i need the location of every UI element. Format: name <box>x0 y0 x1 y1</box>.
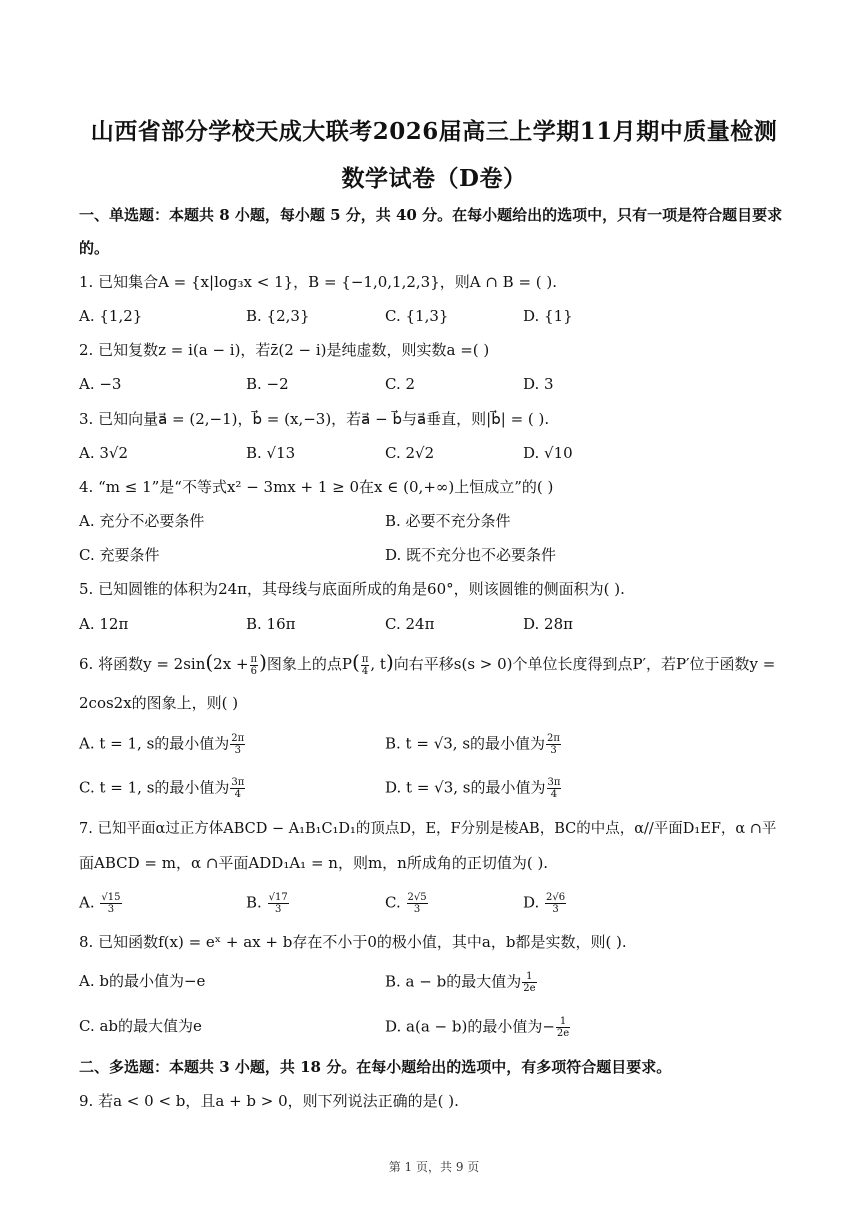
q7-option-d: D. $\frac{2√6}{3}$ <box>523 892 566 915</box>
q3-option-c: C. 2√2 <box>385 444 435 462</box>
q4-option-d: D. 既不充分也不必要条件 <box>385 546 557 564</box>
q3-option-d: D. √10 <box>523 444 573 462</box>
question-1: 1. 已知集合A = {x|log₃x < 1}，B = {−1,0,1,2,3}，则A ∩ B = ( ). <box>79 273 558 291</box>
question-7: 7. 已知平面α过正方体ABCD − A₁B₁C₁D₁的顶点D，E，F分别是棱AB，BC的中点，α//平面D₁EF，α ∩平 <box>79 821 777 837</box>
question-7-cont: 面ABCD = m，α ∩平面ADD₁A₁ = n，则m，n所成角的正切值为( ). <box>79 854 549 872</box>
q7-option-a: A. $\frac{√15}{3}$ <box>79 892 121 915</box>
q6-option-d: D. t = √3, s的最小值为 $\frac{3\pi}{4}$ <box>385 777 561 800</box>
q2-option-c: C. 2 <box>385 375 416 393</box>
q7-option-b: B. $\frac{√17}{3}$ <box>246 892 288 915</box>
question-8: 8. 已知函数f(x) = eˣ + ax + b存在不小于0的极小值，其中a，b都是实数，则( ). <box>79 933 627 951</box>
q8-option-a: A. b的最小值为−e <box>79 972 206 990</box>
q1-option-d: D. {1} <box>523 307 573 325</box>
q4-option-c: C. 充要条件 <box>79 546 160 564</box>
section-2-heading: 二、多选题：本题共 3 小题，共 18 分。在每小题给出的选项中，有多项符合题目要求。 <box>79 1058 672 1076</box>
question-5: 5. 已知圆锥的体积为24π，其母线与底面所成的角是60°，则该圆锥的侧面积为( ). <box>79 580 625 598</box>
question-6-cont: 2cos2x的图象上，则( ) <box>79 694 239 712</box>
q5-option-b: B. 16π <box>246 615 296 633</box>
q7-option-c: C. $\frac{2√5}{3}$ <box>385 892 427 915</box>
q5-option-d: D. 28π <box>523 615 573 633</box>
q5-option-a: A. 12π <box>79 615 129 633</box>
question-3: 3. 已知向量a⃗ = (2,−1)，b⃗ = (x,−3)，若a⃗ − b⃗与a⃗垂直，则|b⃗| = ( ). <box>79 410 550 428</box>
q2-option-b: B. −2 <box>246 375 289 393</box>
q2-option-a: A. −3 <box>79 375 122 393</box>
page-footer: 第 1 页，共 9 页 <box>388 1160 480 1174</box>
q6-option-b: B. t = √3, s的最小值为 $\frac{2\pi}{3}$ <box>385 733 560 756</box>
q4-option-b: B. 必要不充分条件 <box>385 512 511 530</box>
q6-option-c: C. t = 1, s的最小值为 $\frac{3\pi}{4}$ <box>79 777 245 800</box>
q6-text-d: , t <box>370 655 386 673</box>
question-9: 9. 若a < 0 < b，且a + b > 0，则下列说法正确的是( ). <box>79 1092 459 1110</box>
section-1-heading: 一、单选题：本题共 8 小题，每小题 5 分，共 40 分。在每小题给出的选项中，只有一项是符合题目要求 <box>79 206 783 224</box>
q5-option-c: C. 24π <box>385 615 435 633</box>
title-line-2: 数学试卷（D卷） <box>341 165 527 192</box>
q1-option-c: C. {1,3} <box>385 307 449 325</box>
q3-option-b: B. √13 <box>246 444 296 462</box>
q6-fraction-1: $\frac{\pi}{6}$ <box>250 653 258 677</box>
q6-text-b: 2x + <box>213 655 249 673</box>
q1-option-b: B. {2,3} <box>246 307 310 325</box>
question-2: 2. 已知复数z = i(a − i)，若z̄(2 − i)是纯虚数，则实数a =( ) <box>79 341 490 359</box>
section-1-heading-cont: 的。 <box>79 239 110 257</box>
q8-option-b: B. a − b的最大值为 $\frac{1}{2e}$ <box>385 971 536 994</box>
q3-option-a: A. 3√2 <box>79 444 129 462</box>
question-4: 4. “m ≤ 1”是“不等式x² − 3mx + 1 ≥ 0在x ∈ (0,+∞)上恒成立”的( ) <box>79 478 554 496</box>
q8-option-d: D. a(a − b)的最小值为− $\frac{1}{2e}$ <box>385 1016 570 1039</box>
q8-option-c: C. ab的最大值为e <box>79 1017 202 1035</box>
q6-text-a: 6. 将函数y = 2sin <box>79 655 206 673</box>
question-6: 6. 将函数y = 2sin(2x + $\frac{\pi}{6}$ )图象上的点P( $\frac{\pi}{4}$ , t)向右平移s(s > 0)个单位长度得到点P′，若P′位于函数y = <box>79 650 776 677</box>
q6-option-a: A. t = 1, s的最小值为 $\frac{2\pi}{3}$ <box>79 733 245 756</box>
q6-text-c: 图象上的点P <box>266 655 352 673</box>
q1-option-a: A. {1,2} <box>79 307 143 325</box>
q4-option-a: A. 充分不必要条件 <box>79 512 205 530</box>
q2-option-d: D. 3 <box>523 375 554 393</box>
q6-fraction-2: $\frac{\pi}{4}$ <box>361 653 369 677</box>
title-line-1: 山西省部分学校天成大联考2026届高三上学期11月期中质量检测 <box>90 118 778 145</box>
q6-text-e: 向右平移s(s > 0)个单位长度得到点P′，若P′位于函数y = <box>393 655 776 673</box>
